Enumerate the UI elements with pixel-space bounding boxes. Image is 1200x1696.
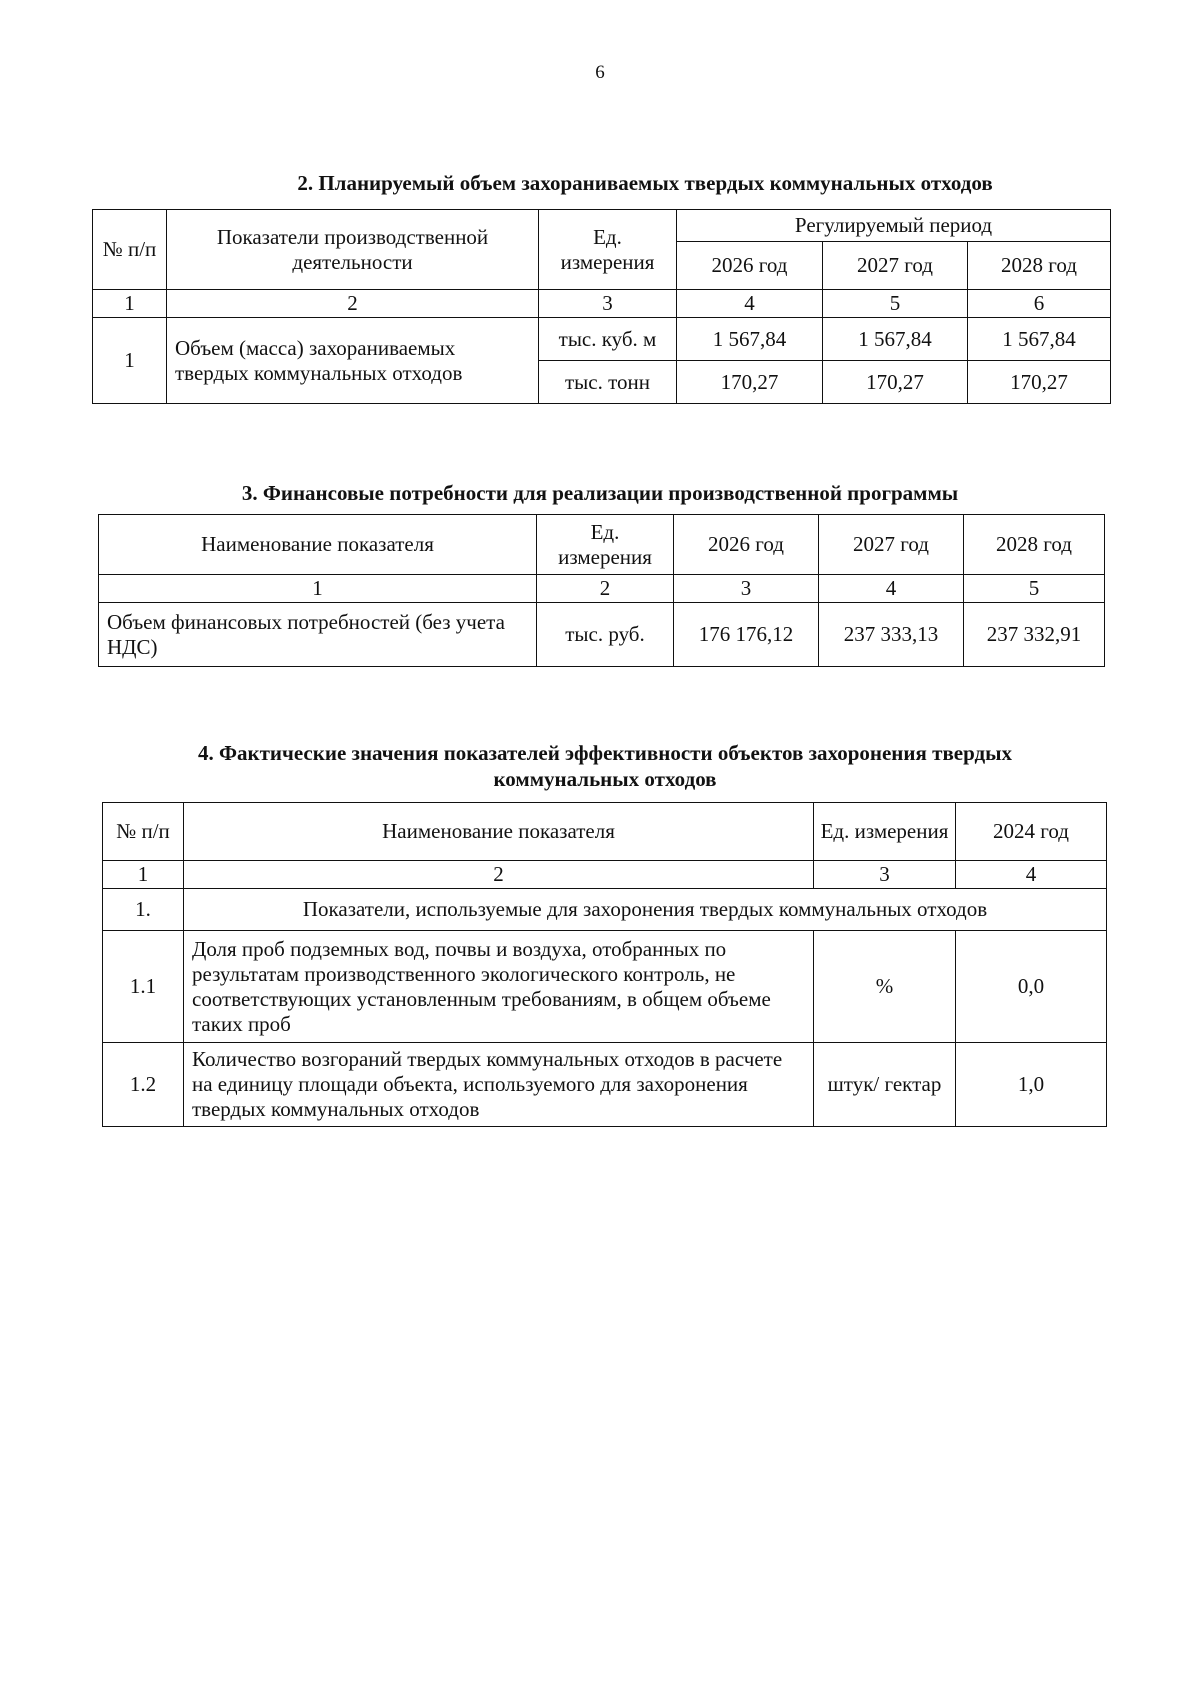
planned-volume-table — [92, 209, 1111, 404]
value-cell: 237 332,91 — [964, 603, 1105, 667]
header-year: 2028 год — [964, 515, 1105, 575]
header-year: 2026 год — [674, 515, 819, 575]
column-number: 4 — [819, 575, 964, 603]
column-number: 3 — [814, 861, 956, 889]
header-year: 2026 год — [677, 242, 823, 290]
value-cell: 170,27 — [677, 361, 823, 404]
row-num: 1 — [93, 318, 167, 404]
column-number: 3 — [674, 575, 819, 603]
column-number: 6 — [968, 290, 1111, 318]
value-cell: 1 567,84 — [968, 318, 1111, 361]
section3-title: 3. Финансовые потребности для реализации производственной программы — [241, 481, 959, 505]
unit-cell: % — [814, 931, 956, 1043]
column-number: 1 — [103, 861, 184, 889]
row-name: Объем финансовых потребностей (без учета НДС) — [99, 603, 537, 667]
section2-title: 2. Планируемый объем захораниваемых твердых коммунальных отходов — [297, 171, 993, 195]
row-num: 1.1 — [103, 931, 184, 1043]
header-year: 2027 год — [823, 242, 968, 290]
column-number: 2 — [167, 290, 539, 318]
column-number: 1 — [99, 575, 537, 603]
page-number: 6 — [595, 62, 605, 83]
header-indicator: Показатели производственной деятельности — [167, 210, 539, 290]
value-cell: 1 567,84 — [677, 318, 823, 361]
header-name: Наименование показателя — [99, 515, 537, 575]
header-num: № п/п — [103, 803, 184, 861]
group-num: 1. — [103, 889, 184, 931]
financial-needs-table — [98, 514, 1105, 667]
header-period: Регулируемый период — [677, 210, 1111, 242]
header-unit: Ед. измерения — [537, 515, 674, 575]
value-cell: 0,0 — [956, 931, 1107, 1043]
header-year: 2028 год — [968, 242, 1111, 290]
column-number: 2 — [537, 575, 674, 603]
header-year: 2027 год — [819, 515, 964, 575]
column-number: 4 — [677, 290, 823, 318]
section4-title: 4. Фактические значения показателей эффективности объектов захоронения твердых коммунальных отходов — [197, 741, 1013, 791]
header-unit: Ед. измерения — [539, 210, 677, 290]
efficiency-table — [102, 802, 1107, 1127]
column-number: 5 — [964, 575, 1105, 603]
header-name: Наименование показателя — [184, 803, 814, 861]
column-number: 4 — [956, 861, 1107, 889]
value-cell: 170,27 — [823, 361, 968, 404]
unit-cell: тыс. куб. м — [539, 318, 677, 361]
row-name: Доля проб подземных вод, почвы и воздуха, отобранных по результатам производственного экологического контроль, не соответствующих установленным требованиям, в общем объеме таких проб — [184, 931, 814, 1043]
column-number: 3 — [539, 290, 677, 318]
column-number: 5 — [823, 290, 968, 318]
header-num: № п/п — [93, 210, 167, 290]
value-cell: 1,0 — [956, 1043, 1107, 1127]
column-number: 2 — [184, 861, 814, 889]
column-number: 1 — [93, 290, 167, 318]
value-cell: 170,27 — [968, 361, 1111, 404]
row-name: Количество возгораний твердых коммунальных отходов в расчете на единицу площади объекта, используемого для захоронения твердых коммунальных отходов — [184, 1043, 814, 1127]
unit-cell: штук/ гектар — [814, 1043, 956, 1127]
group-name: Показатели, используемые для захоронения твердых коммунальных отходов — [184, 889, 1107, 931]
header-unit: Ед. измерения — [814, 803, 956, 861]
unit-cell: тыс. руб. — [537, 603, 674, 667]
row-num: 1.2 — [103, 1043, 184, 1127]
value-cell: 237 333,13 — [819, 603, 964, 667]
unit-cell: тыс. тонн — [539, 361, 677, 404]
header-year: 2024 год — [956, 803, 1107, 861]
value-cell: 1 567,84 — [823, 318, 968, 361]
row-indicator: Объем (масса) захораниваемых твердых коммунальных отходов — [167, 318, 539, 404]
value-cell: 176 176,12 — [674, 603, 819, 667]
